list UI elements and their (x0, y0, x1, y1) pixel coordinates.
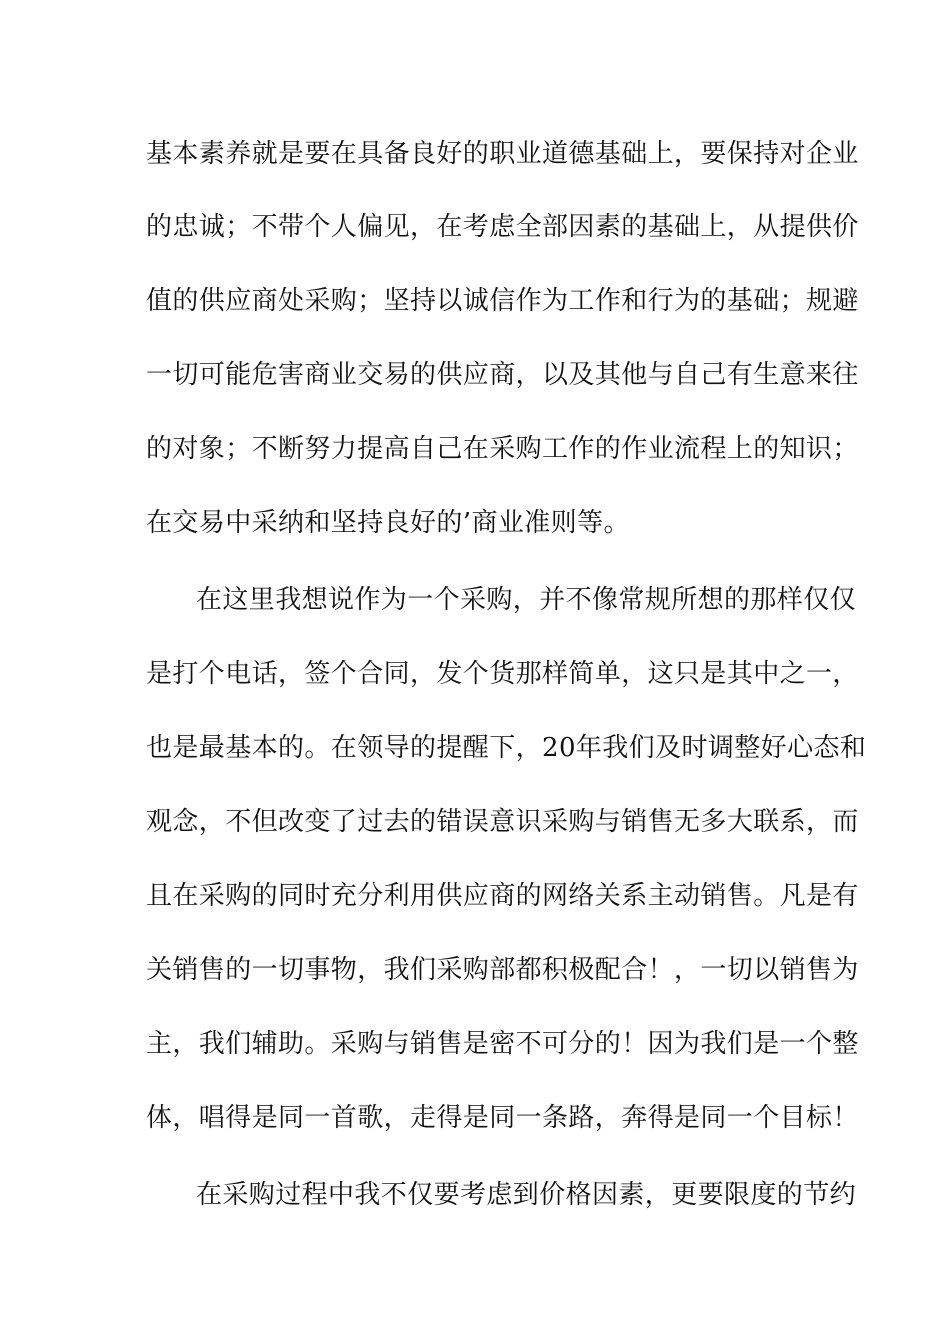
text-line: 关销售的一切事物，我们采购部都积极配合！，一切以销售为 (146, 955, 859, 985)
text-line: 是打个电话，签个合同，发个货那样简单，这只是其中之一， (146, 659, 859, 689)
text-line: 的对象；不断努力提高自己在采购工作的作业流程上的知识； (146, 434, 859, 464)
text-line: 主，我们辅助。采购与销售是密不可分的！因为我们是一个整 (146, 1029, 859, 1059)
text-line: 体，唱得是同一首歌，走得是同一条路，奔得是同一个目标！ (146, 1103, 859, 1133)
text-line: 观念，不但改变了过去的错误意识采购与销售无多大联系，而 (146, 807, 859, 837)
text-line: 值的供应商处采购；坚持以诚信作为工作和行为的基础；规避 (146, 286, 859, 316)
text-line: 基本素养就是要在具备良好的职业道德基础上，要保持对企业 (146, 139, 859, 169)
text-line: 且在采购的同时充分利用供应商的网络关系主动销售。凡是有 (146, 881, 859, 911)
text-line: 一切可能危害商业交易的供应商，以及其他与自己有生意来往 (146, 360, 859, 390)
paragraph-first-line: 在采购过程中我不仅要考虑到价格因素，更要限度的节约 (196, 1180, 857, 1210)
text-line: 也是最基本的。在领导的提醒下，20年我们及时调整好心态和 (146, 733, 867, 763)
text-line: 在交易中采纳和坚持良好的’商业准则等。 (146, 508, 630, 538)
text-line: 的忠诚；不带个人偏见，在考虑全部因素的基础上，从提供价 (146, 212, 859, 242)
paragraph-first-line: 在这里我想说作为一个采购，并不像常规所想的那样仅仅 (196, 585, 857, 615)
